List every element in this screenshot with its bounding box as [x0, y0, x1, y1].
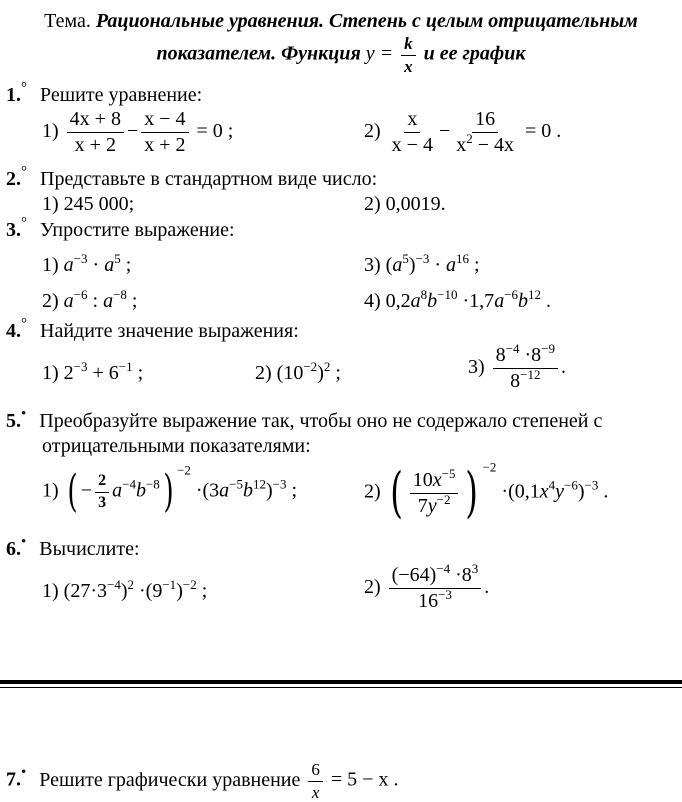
- item-label: 2): [42, 290, 59, 312]
- item-label: 1): [42, 580, 59, 602]
- task-title: Решите графически уравнение: [39, 768, 301, 791]
- task-4-item-2: 2) $(10^{-2})^2$ ;: [255, 359, 341, 384]
- task-number: 6.: [6, 538, 21, 560]
- equation-tail: = 5 − x .: [330, 768, 399, 791]
- task-6-item-1: 1) $(27\cdot 3^{-4})^2 \cdot(9^{-1})^{-2}$ ;: [42, 577, 208, 602]
- denominator: x: [311, 782, 320, 802]
- numerator: $8^{-4} \cdot 8^{-9}$: [493, 344, 558, 369]
- task-4-item-1: 1) $2^{-3} + 6^{-1}$ ;: [42, 359, 144, 384]
- numerator: 16: [472, 108, 498, 133]
- task-6-heading: [6, 534, 140, 561]
- section-divider: [0, 680, 682, 684]
- item-label: 1): [42, 362, 59, 384]
- item-label: 2): [364, 480, 381, 503]
- topic-title-line1: Рациональные уравнения. Степень с целым отрицательным: [95, 10, 638, 32]
- numerator: 6: [308, 760, 323, 782]
- task-difficulty-mark: °: [21, 80, 27, 96]
- function-fraction: [401, 34, 416, 76]
- operator: −: [126, 120, 139, 143]
- task-title: Упростите выражение:: [40, 219, 235, 241]
- task-title: Преобразуйте выражение так, чтобы оно не содержало степеней с: [39, 410, 603, 432]
- task-difficulty-mark: °: [21, 164, 27, 180]
- task-5-heading: [6, 406, 603, 433]
- task-3-item-2: 2) $a^{-6}$ : $a^{-8}$ ;: [42, 287, 138, 312]
- den-rest: − 4x: [472, 134, 515, 156]
- task-2-heading: [6, 164, 378, 191]
- task-3-heading: [6, 215, 235, 242]
- numerator: x: [404, 108, 420, 133]
- task-number: 7.: [6, 768, 21, 791]
- item-label: 2): [364, 120, 381, 143]
- task-4-heading: [6, 316, 299, 343]
- fraction: [141, 108, 188, 157]
- right-paren: ): [163, 466, 174, 517]
- task-3-item-3: 3) $(a^5)^{-3} \cdot a^{16}$ ;: [364, 251, 480, 276]
- task-2-item-2: 2) 0,0019.: [364, 193, 446, 215]
- function-k: k: [401, 34, 416, 56]
- task-difficulty-mark: °: [21, 316, 27, 332]
- numerator: $(-64)^{-4} \cdot 8^3$: [389, 564, 482, 589]
- task-7-heading: [6, 760, 398, 802]
- task-title: Вычислите:: [39, 538, 140, 560]
- worksheet-header-line1: [0, 10, 682, 33]
- item-label: 2): [255, 362, 272, 384]
- denominator: $16^{-3}$: [418, 587, 452, 612]
- operator: −: [438, 120, 451, 143]
- item-label: 1): [42, 254, 59, 276]
- item-label: 1): [42, 120, 59, 143]
- fraction: [67, 108, 124, 157]
- task-title: Решите уравнение:: [40, 84, 203, 106]
- task-1-heading: [6, 80, 203, 107]
- denominator: [453, 133, 517, 157]
- item-label: 1): [42, 479, 59, 502]
- den-base: x: [456, 134, 467, 156]
- task-3-item-4: 4) $0,2a^8b^{-10} \cdot 1,7a^{-6}b^{12}$ .: [364, 287, 552, 312]
- task-number: 5.: [6, 410, 21, 432]
- fraction: [493, 341, 558, 393]
- task-difficulty-mark: •: [21, 406, 27, 422]
- function-x: x: [404, 56, 413, 76]
- item-label: 3): [364, 254, 381, 276]
- denominator: x + 2: [74, 134, 116, 156]
- left-paren: (: [389, 461, 403, 524]
- fraction: [389, 108, 436, 157]
- denominator: x + 2: [144, 134, 186, 156]
- item-label: 2): [364, 576, 381, 599]
- task-5-title-line2: отрицательными показателями:: [42, 435, 311, 457]
- right-paren: ): [465, 461, 479, 524]
- task-2-item-1: 1) 245 000;: [42, 193, 135, 215]
- equation-tail: = 0 ;: [196, 120, 234, 143]
- equation-tail: = 0 .: [525, 120, 562, 143]
- fraction: [389, 561, 482, 613]
- task-4-item-3: 3) $\frac{8^{-4} \cdot 8^{-9}}{8^{-12}}$ .: [468, 341, 567, 392]
- numerator: 4x + 8: [67, 108, 124, 133]
- denominator: $8^{-12}$: [510, 367, 541, 392]
- fraction: [308, 760, 323, 802]
- fraction: [453, 108, 517, 157]
- topic-title-suffix: и ее график: [423, 42, 526, 65]
- task-1-item-1: [42, 108, 233, 157]
- left-paren: (: [67, 466, 78, 517]
- task-3-item-1: 1) $a^{-3} \cdot a^5$ ;: [42, 251, 132, 276]
- item-label: 3): [468, 356, 485, 379]
- task-number: 3.: [6, 219, 21, 241]
- task-number: 1.: [6, 84, 21, 106]
- topic-title-line2: показателем. Функция: [156, 42, 361, 65]
- task-5-item-1: 1) ( − $\frac{2}{3}$ $a^{-4}b^{-8}$) $^{-2} \cdot(3a^{-5}b^{12})^{-3}$ ;: [42, 462, 298, 517]
- task-number: 4.: [6, 320, 21, 342]
- task-difficulty-mark: •: [21, 764, 27, 781]
- section-divider-thin: [0, 687, 682, 688]
- topic-label: Тема.: [44, 10, 91, 32]
- function-y: y =: [365, 42, 394, 65]
- denominator: x − 4: [391, 134, 433, 156]
- worksheet-header-line2: [0, 34, 682, 76]
- task-5-item-2: 2) ( $\frac{10x^{-5}}{7y^{-2}}$ ) $^{-2} \cdot(0,1x^4y^{-6})^{-3}$ .: [364, 459, 609, 524]
- task-difficulty-mark: •: [21, 534, 27, 550]
- task-1-item-2: [364, 108, 561, 157]
- task-title: Найдите значение выражения:: [40, 320, 299, 342]
- task-title: Представьте в стандартном виде число:: [40, 168, 378, 190]
- den-exp: 2: [466, 131, 473, 146]
- task-difficulty-mark: °: [21, 215, 27, 231]
- item-label: 4): [364, 290, 381, 312]
- task-number: 2.: [6, 168, 21, 190]
- numerator: x − 4: [141, 108, 188, 133]
- task-6-item-2: 2) $\frac{(-64)^{-4} \cdot 8^3}{16^{-3}}$ .: [364, 561, 490, 612]
